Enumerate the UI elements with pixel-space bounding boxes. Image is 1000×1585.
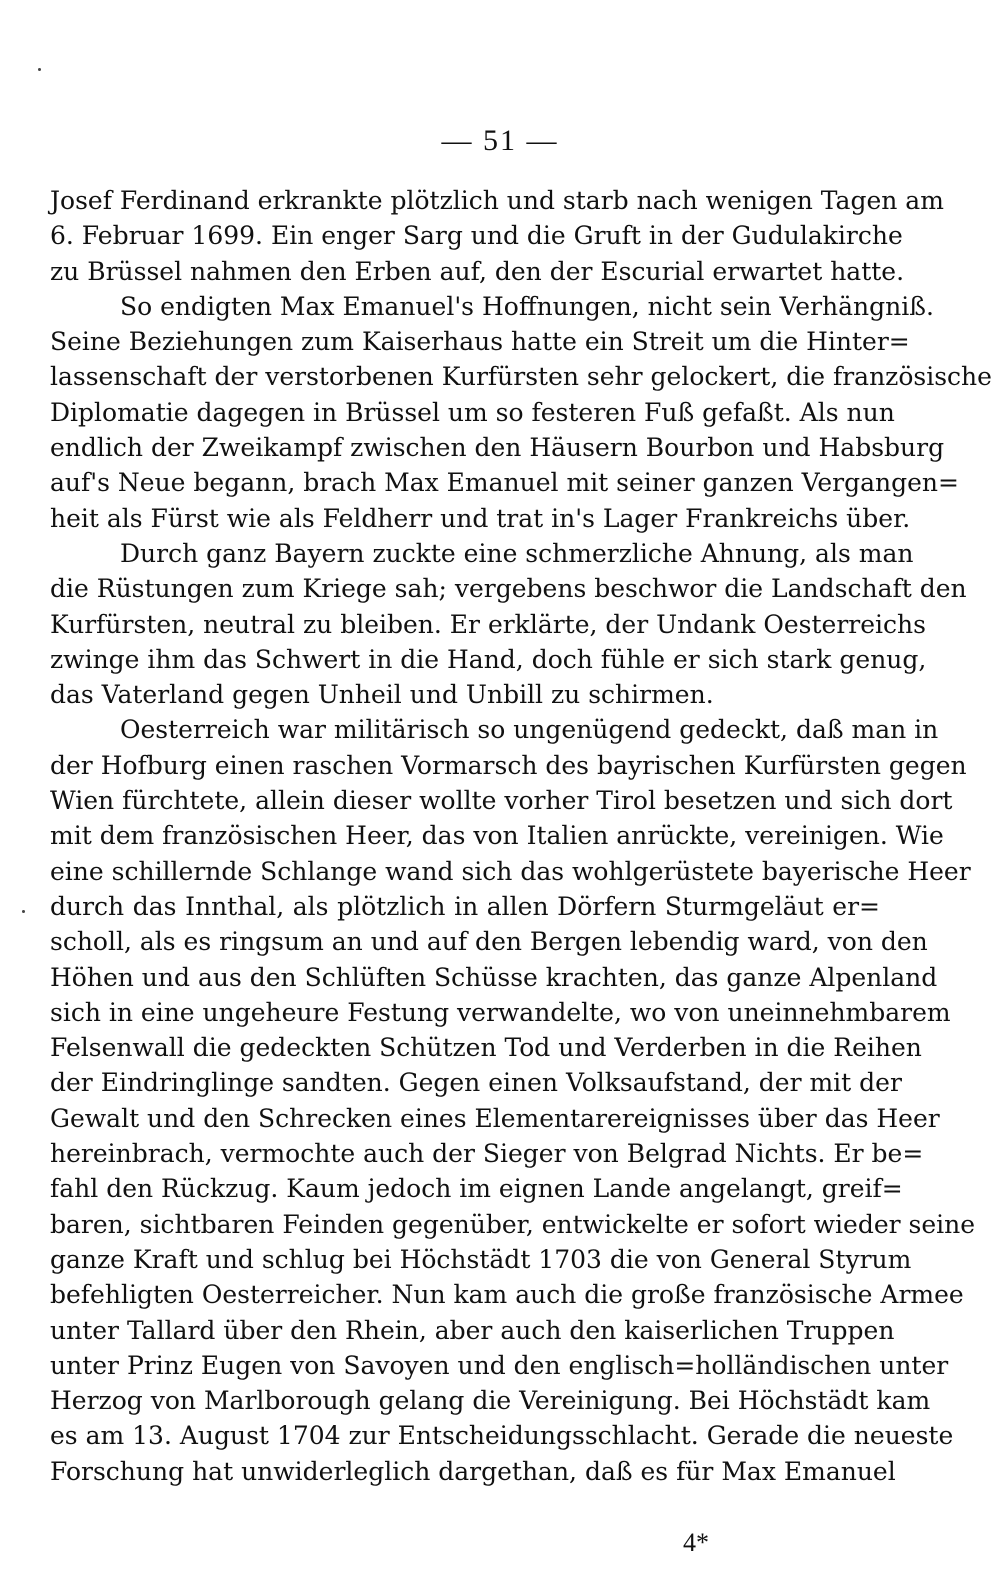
text-line: mit dem französischen Heer, das von Italien anrückte, vereinigen. Wie xyxy=(50,821,944,851)
text-line: auf's Neue begann, brach Max Emanuel mit seiner ganzen Vergangen= xyxy=(50,468,959,498)
text-line: ganze Kraft und schlug bei Höchstädt 1703 die von General Styrum xyxy=(50,1244,912,1274)
text-line: sich in eine ungeheure Festung verwandelte, wo von uneinnehmbarem xyxy=(50,997,951,1027)
paragraph xyxy=(50,536,967,712)
text-line: fahl den Rückzug. Kaum jedoch im eignen Lande angelangt, greif= xyxy=(50,1174,903,1204)
body-text xyxy=(50,183,992,1489)
text-line: Durch ganz Bayern zuckte eine schmerzliche Ahnung, als man xyxy=(120,538,914,568)
text-line: Seine Beziehungen zum Kaiserhaus hatte ein Streit um die Hinter= xyxy=(50,327,910,357)
text-line: heit als Fürst wie als Feldherr und trat in's Lager Frankreichs über. xyxy=(50,503,911,533)
text-line: So endigten Max Emanuel's Hoffnungen, nicht sein Verhängniß. xyxy=(120,291,934,321)
text-line: unter Prinz Eugen von Savoyen und den englisch=holländischen unter xyxy=(50,1350,949,1380)
text-line: Josef Ferdinand erkrankte plötzlich und starb nach wenigen Tagen am xyxy=(50,186,944,215)
text-line: Oesterreich war militärisch so ungenügend gedeckt, daß man in xyxy=(120,715,939,745)
text-line: Diplomatie dagegen in Brüssel um so festeren Fuß gefaßt. Als nun xyxy=(50,397,895,427)
text-line: Felsenwall die gedeckten Schützen Tod und Verderben in die Reihen xyxy=(50,1033,922,1063)
text-line: es am 13. August 1704 zur Entscheidungsschlacht. Gerade die neueste xyxy=(50,1421,954,1451)
text-line: eine schillernde Schlange wand sich das wohlgerüstete bayerische Heer xyxy=(50,856,971,886)
text-line: scholl, als es ringsum an und auf den Bergen lebendig ward, von den xyxy=(50,927,928,957)
text-line: 6. Februar 1699. Ein enger Sarg und die Gruft in der Gudulakirche xyxy=(50,221,903,251)
paper-speck xyxy=(22,910,25,913)
text-line: Forschung hat unwiderleglich dargethan, daß es für Max Emanuel xyxy=(50,1456,896,1486)
text-line: endlich der Zweikampf zwischen den Häusern Bourbon und Habsburg xyxy=(50,433,945,463)
text-line: befehligten Oesterreicher. Nun kam auch die große französische Armee xyxy=(50,1280,964,1310)
text-line: Gewalt und den Schrecken eines Elementarereignisses über das Heer xyxy=(50,1103,940,1133)
text-line: Herzog von Marlborough gelang die Vereinigung. Bei Höchstädt kam xyxy=(50,1386,931,1416)
signature-mark: 4* xyxy=(683,1528,709,1557)
text-line: zu Brüssel nahmen den Erben auf, den der Escurial erwartet hatte. xyxy=(50,256,905,286)
text-line: Höhen und aus den Schlüften Schüsse krachten, das ganze Alpenland xyxy=(50,962,938,992)
paper-speck xyxy=(38,68,41,71)
text-line: baren, sichtbaren Feinden gegenüber, entwickelte er sofort wieder seine xyxy=(50,1209,976,1239)
paragraph xyxy=(50,712,976,1489)
text-line: das Vaterland gegen Unheil und Unbill zu schirmen. xyxy=(50,680,714,710)
text-line: hereinbrach, vermochte auch der Sieger von Belgrad Nichts. Er be= xyxy=(50,1139,924,1169)
text-line: lassenschaft der verstorbenen Kurfürsten sehr gelockert, die französische xyxy=(50,362,992,392)
text-line: durch das Innthal, als plötzlich in allen Dörfern Sturmgeläut er= xyxy=(50,891,880,921)
text-line: zwinge ihm das Schwert in die Hand, doch fühle er sich stark genug, xyxy=(50,644,927,674)
paragraph xyxy=(50,183,944,289)
text-line: der Eindringlinge sandten. Gegen einen Volksaufstand, der mit der xyxy=(50,1068,902,1098)
page-number: — 51 — xyxy=(441,124,559,157)
text-line: Wien fürchtete, allein dieser wollte vorher Tirol besetzen und sich dort xyxy=(50,786,953,816)
text-line: Kurfürsten, neutral zu bleiben. Er erklärte, der Undank Oesterreichs xyxy=(50,609,926,639)
text-line: unter Tallard über den Rhein, aber auch den kaiserlichen Truppen xyxy=(50,1315,895,1345)
text-line: die Rüstungen zum Kriege sah; vergebens beschwor die Landschaft den xyxy=(50,574,967,604)
paragraph xyxy=(50,289,992,536)
text-line: der Hofburg einen raschen Vormarsch des bayrischen Kurfürsten gegen xyxy=(50,750,967,780)
